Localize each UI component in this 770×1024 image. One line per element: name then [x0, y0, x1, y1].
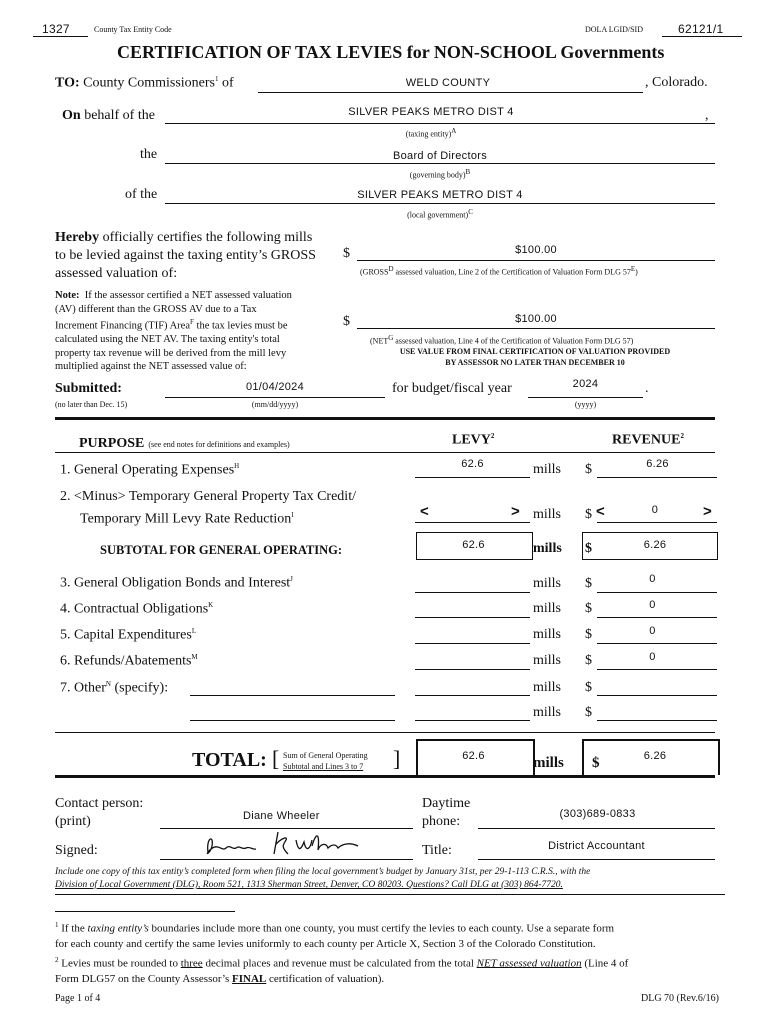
- footnotes: $^1$ If the taxing entity’s boundaries include more than one county, you must certify the levies to each county. Use a separate form for each county and certify the same levies uniformly to each county per Article X, Section 3 of the Colorado Constitution. $^2$ Levies must be rounded to three decimal places and revenue must be calculated from the total NET assessed valuation (Line 4 of Form DLG57 on the County Assessor’s FINAL certification of valuation).: [55, 921, 629, 985]
- phone-field[interactable]: (303)689-0833: [559, 808, 636, 820]
- subtotal-levy: 62.6: [462, 539, 485, 551]
- row7-label: 7. Other$^N$ (specify):: [60, 680, 169, 696]
- total-label: TOTAL:: [192, 749, 267, 771]
- row6-label: 6. Refunds/Abatements$^M$: [60, 653, 198, 669]
- total-dollar: $: [592, 755, 600, 771]
- row5-mills: mills: [533, 627, 562, 642]
- row2-revenue-field[interactable]: 0: [651, 504, 659, 516]
- total-note-1: Sum of General Operating: [283, 751, 368, 760]
- date-caption: (mm/dd/yyyy): [251, 400, 299, 409]
- row2-rev-gt: >: [703, 503, 713, 520]
- county-code-label: County Tax Entity Code: [94, 25, 172, 34]
- levy-header: LEVY$^2$: [452, 432, 495, 448]
- form-title: CERTIFICATION OF TAX LEVIES for NON-SCHOOL Governments: [117, 42, 665, 62]
- net-caption: ($NET^G$ assessed valuation, Line 4 of the Certification of Valuation Form DLG 57): [370, 334, 634, 346]
- net-value-field[interactable]: $100.00: [515, 313, 557, 325]
- row1-mills: mills: [533, 462, 562, 477]
- row7-mills: mills: [533, 680, 562, 695]
- row2-rev-lt: <: [596, 503, 606, 520]
- total-mills: mills: [533, 755, 564, 771]
- row7-specify-field[interactable]: [190, 695, 395, 696]
- row4-mills: mills: [533, 601, 562, 616]
- lgid-label: DOLA LGID/SID: [585, 25, 643, 34]
- submitted-date-field[interactable]: 01/04/2024: [245, 381, 305, 393]
- submitted-label: Submitted:: [55, 381, 122, 396]
- row2-dollar: $: [585, 507, 592, 522]
- gross-caption: ($GROSS^D$ assessed valuation, Line 2 of the Certification of Valuation Form DLG $57^E$): [360, 265, 638, 277]
- instructions-line-1: Include one copy of this tax entity’s completed form when filing the local government’s budget by January 31st, per 29-1-113 C.R.S., with the: [55, 867, 591, 877]
- title-label: Title:: [422, 843, 452, 858]
- phone-label: Daytime phone:: [422, 796, 471, 829]
- total-note-2: Subtotal and Lines 3 to 7: [283, 762, 364, 771]
- instructions-line-2: Division of Local Government (DLG), Room 521, 1313 Sherman Street, Denver, CO 80203. Questions? Call DLG at (303) 864-7720.: [55, 880, 563, 890]
- row4-revenue-field[interactable]: 0: [649, 599, 656, 611]
- row3-revenue-field[interactable]: 0: [649, 573, 656, 585]
- county-field[interactable]: WELD COUNTY: [405, 77, 491, 89]
- county-code[interactable]: 1327: [42, 22, 70, 36]
- gross-dollar: $: [343, 246, 350, 261]
- taxing-entity-caption: (taxing entity)$^A$: [405, 127, 457, 139]
- row2-label: 2. <Minus> Temporary General Property Tax Credit/ Temporary Mill Levy Rate Reduction$^I$: [60, 489, 356, 527]
- row7b-levy-field[interactable]: [415, 720, 530, 721]
- subtotal-revenue: 6.26: [643, 539, 667, 551]
- year-caption: (yyyy): [574, 400, 597, 409]
- row2-mills: mills: [533, 507, 562, 522]
- row5-levy-field[interactable]: [415, 643, 530, 644]
- row6-mills: mills: [533, 653, 562, 668]
- on-behalf-label: On behalf of the: [62, 108, 155, 123]
- page-number: Page 1 of 4: [55, 993, 101, 1004]
- row6-dollar: $: [585, 653, 592, 668]
- period: .: [645, 381, 649, 396]
- gross-value-field[interactable]: $100.00: [515, 244, 557, 256]
- governing-body-field[interactable]: Board of Directors: [392, 150, 488, 162]
- subtotal-label: SUBTOTAL FOR GENERAL OPERATING:: [100, 543, 343, 557]
- row1-dollar: $: [585, 462, 592, 477]
- row3-mills: mills: [533, 576, 562, 591]
- revenue-header: REVENUE$^2$: [612, 432, 684, 448]
- total-bracket-open: [: [272, 746, 280, 771]
- row4-levy-field[interactable]: [415, 617, 530, 618]
- the-label: the: [140, 147, 158, 162]
- total-levy: 62.6: [462, 750, 485, 762]
- net-dollar: $: [343, 314, 350, 329]
- row5-dollar: $: [585, 627, 592, 642]
- title-field[interactable]: District Accountant: [548, 840, 645, 852]
- row1-revenue-field[interactable]: 6.26: [646, 458, 669, 470]
- row7-levy-field[interactable]: [415, 695, 530, 696]
- row5-label: 5. Capital Expenditures$^L$: [60, 627, 197, 643]
- signature-image[interactable]: [200, 828, 370, 860]
- row7-revenue-field[interactable]: [597, 695, 717, 696]
- row7b-dollar: $: [585, 705, 592, 720]
- row4-dollar: $: [585, 601, 592, 616]
- note-text: Note: If the assessor certified a NET assessed valuation (AV) different than the GROSS AV due to a Tax Increment Financing (TIF) Area$^F$ the tax levies must be calculated using the NET AV. The taxing entity's total property tax revenue will be derived from the mill levy multiplied against the NET assessed value of:: [55, 290, 292, 373]
- comma: ,: [705, 108, 709, 123]
- total-bracket-close: ]: [393, 746, 401, 771]
- signed-label: Signed:: [55, 843, 98, 858]
- row2-levy-field[interactable]: [415, 522, 530, 523]
- use-value-line-1: USE VALUE FROM FINAL CERTIFICATION OF VALUATION PROVIDED: [399, 347, 671, 356]
- row2-levy-gt: >: [511, 503, 521, 520]
- row7-dollar: $: [585, 680, 592, 695]
- local-government-field[interactable]: SILVER PEAKS METRO DIST 4: [357, 189, 523, 201]
- of-the-label: of the: [125, 187, 158, 202]
- submitted-note: (no later than Dec. 15): [55, 400, 128, 409]
- colorado-text: , Colorado.: [645, 75, 708, 90]
- row1-levy-field[interactable]: 62.6: [461, 458, 484, 470]
- row7b-revenue-field[interactable]: [597, 720, 717, 721]
- hereby-text: Hereby officially certifies the following mills to be levied against the taxing entity’s GROSS assessed valuation of:: [55, 230, 316, 281]
- budget-year-field[interactable]: 2024: [572, 378, 599, 390]
- to-line: TO: County Commissioners$^1$ of: [55, 75, 234, 91]
- row4-label: 4. Contractual Obligations$^K$: [60, 601, 214, 617]
- row6-levy-field[interactable]: [415, 669, 530, 670]
- taxing-entity-field[interactable]: SILVER PEAKS METRO DIST 4: [348, 106, 514, 118]
- budget-year-label: for budget/fiscal year: [392, 381, 512, 396]
- governing-body-caption: (governing body)$^B$: [409, 168, 471, 180]
- row3-levy-field[interactable]: [415, 592, 530, 593]
- row3-label: 3. General Obligation Bonds and Interest$^J$: [60, 575, 293, 591]
- subtotal-dollar: $: [585, 541, 592, 556]
- lgid-value[interactable]: 62121/1: [678, 22, 724, 36]
- use-value-line-2: BY ASSESSOR NO LATER THAN DECEMBER 10: [445, 358, 625, 367]
- contact-label: Contact person: (print): [55, 796, 144, 829]
- local-government-caption: (local government)$^C$: [407, 208, 473, 220]
- row7b-specify-field[interactable]: [190, 720, 395, 721]
- subtotal-mills: mills: [533, 541, 562, 556]
- contact-person-field[interactable]: Diane Wheeler: [243, 810, 320, 822]
- row1-label: 1. General Operating Expenses$^H$: [60, 462, 240, 478]
- row6-revenue-field[interactable]: 0: [649, 651, 656, 663]
- row3-dollar: $: [585, 576, 592, 591]
- purpose-header: PURPOSE (see end notes for definitions and examples): [79, 436, 290, 451]
- row5-revenue-field[interactable]: 0: [649, 625, 656, 637]
- row2-levy-lt: <: [420, 503, 430, 520]
- total-revenue: 6.26: [643, 750, 667, 762]
- row7b-mills: mills: [533, 705, 562, 720]
- form-number: DLG 70 (Rev.6/16): [641, 993, 719, 1004]
